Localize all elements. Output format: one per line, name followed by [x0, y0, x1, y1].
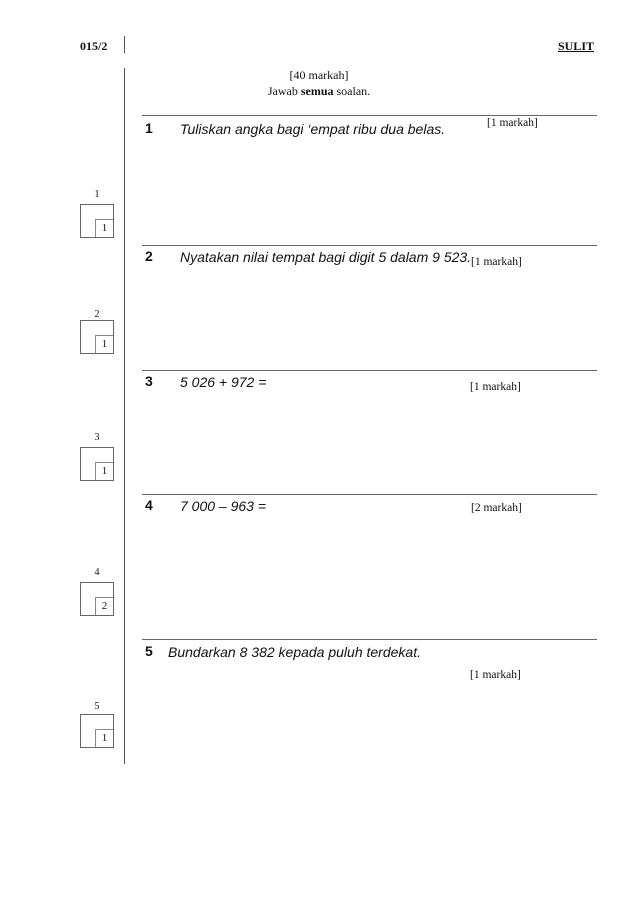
classification-label: SULIT: [557, 39, 594, 53]
mark-box: [80, 320, 114, 354]
question-text: Tuliskan angka bagi ‘empat ribu dua belas.: [180, 121, 446, 137]
question-text: 7 000 – 963 =: [180, 498, 267, 514]
section-instructions: [0, 67, 638, 99]
question-text: 5 026 + 972 =: [180, 374, 267, 390]
mark-box: [80, 204, 114, 238]
question-divider: [142, 115, 597, 116]
mark-box: [80, 447, 114, 481]
question-divider: [142, 370, 597, 371]
mark-box-label: 1: [94, 189, 100, 200]
question-marks: [1 markah]: [470, 381, 521, 393]
mark-box: [80, 714, 114, 748]
question-number: 5: [145, 643, 153, 659]
mark-box-value: 1: [95, 219, 113, 237]
question-text: Nyatakan nilai tempat bagi digit 5 dalam 9 523.: [180, 249, 472, 265]
paper-code: 015/2: [80, 39, 108, 53]
mark-box: [80, 582, 114, 616]
question-marks: [1 markah]: [487, 117, 538, 129]
mark-box-label: 4: [94, 567, 100, 578]
question-number: 3: [145, 373, 153, 389]
question-marks: [1 markah]: [471, 256, 522, 268]
answer-instruction: Jawab semua soalan.: [267, 84, 371, 98]
question-marks: [1 markah]: [470, 669, 521, 681]
question-text: Bundarkan 8 382 kepada puluh terdekat.: [168, 644, 421, 660]
margin-rule: [124, 68, 125, 764]
mark-box-value: 1: [95, 729, 113, 747]
mark-box-value: 2: [95, 597, 113, 615]
header-divider: [124, 36, 125, 53]
mark-box-value: 1: [95, 335, 113, 353]
mark-box-label: 2: [94, 309, 100, 320]
question-number: 4: [145, 497, 153, 513]
question-number: 2: [145, 248, 153, 264]
question-marks: [2 markah]: [471, 502, 522, 514]
question-number: 1: [145, 120, 153, 136]
question-divider: [142, 245, 597, 246]
mark-box-label: 3: [94, 432, 100, 443]
question-divider: [142, 494, 597, 495]
question-divider: [142, 639, 597, 640]
mark-box-value: 1: [95, 462, 113, 480]
total-marks: [40 markah]: [289, 68, 349, 82]
mark-box-label: 5: [94, 701, 100, 712]
